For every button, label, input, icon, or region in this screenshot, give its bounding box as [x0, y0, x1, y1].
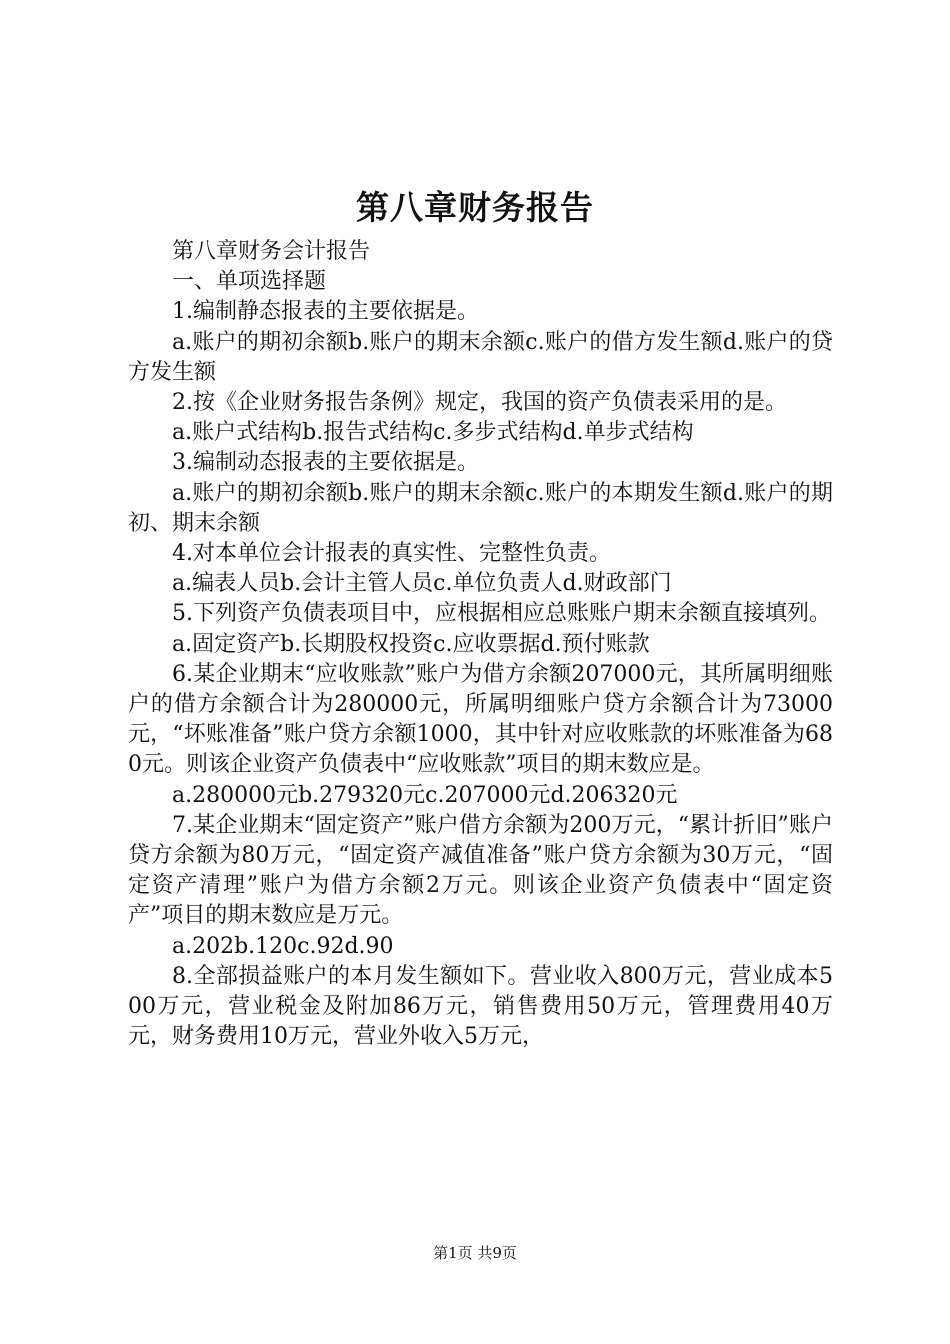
- question-2-options: a.账户式结构b.报告式结构c.多步式结构d.单步式结构: [172, 420, 694, 446]
- question-5: 5.下列资产负债表项目中，应根据相应总账账户期末余额直接填列。: [172, 601, 831, 627]
- question-6-options: a.280000元b.279320元c.207000元d.206320元: [172, 782, 678, 808]
- question-5-options: a.固定资产b.长期股权投资c.应收票据d.预付账款: [172, 631, 650, 657]
- question-4-options: a.编表人员b.会计主管人员c.单位负责人d.财政部门: [172, 571, 672, 597]
- question-7: 7.某企业期末“固定资产”账户借方余额为200万元，“累计折旧”账户贷方余额为80万元，“固定资产减值准备”账户贷方余额为30万元，“固定资产清理”账户为借方余额2万元。则该企业资产负债表中“固定资产”项目的期末数应是万元。: [128, 812, 833, 929]
- paragraph-section-heading: 一、单项选择题: [172, 269, 327, 295]
- question-2: 2.按《企业财务报告条例》规定，我国的资产负债表采用的是。: [172, 390, 787, 416]
- question-3: 3.编制动态报表的主要依据是。: [172, 450, 479, 476]
- document-body: [128, 237, 833, 1052]
- question-8: 8.全部损益账户的本月发生额如下。营业收入800万元，营业成本500万元，营业税金及附加86万元，销售费用50万元，管理费用40万元，财务费用10万元，营业外收入5万元，: [128, 963, 833, 1050]
- question-7-options: a.202b.120c.92d.90: [172, 933, 394, 959]
- document-title: 第八章财务报告: [356, 188, 594, 227]
- paragraph-subtitle: 第八章财务会计报告: [172, 239, 371, 264]
- question-6: 6.某企业期末“应收账款”账户为借方余额207000元，其所属明细账户的借方余额合计为280000元，所属明细账户贷方余额合计为73000元，“坏账准备”账户贷方余额1000，其中针对应收账款的坏账准备为680元。则该企业资产负债表中“应收账款”项目的期末数应是。: [128, 661, 833, 778]
- page-footer: 第1页 共9页: [433, 1244, 517, 1262]
- question-1: 1.编制静态报表的主要依据是。: [172, 299, 479, 325]
- question-4: 4.对本单位会计报表的真实性、完整性负责。: [172, 541, 611, 567]
- question-1-options: a.账户的期初余额b.账户的期末余额c.账户的借方发生额d.账户的贷方发生额: [128, 329, 833, 385]
- question-3-options: a.账户的期初余额b.账户的期末余额c.账户的本期发生额d.账户的期初、期末余额: [128, 480, 833, 536]
